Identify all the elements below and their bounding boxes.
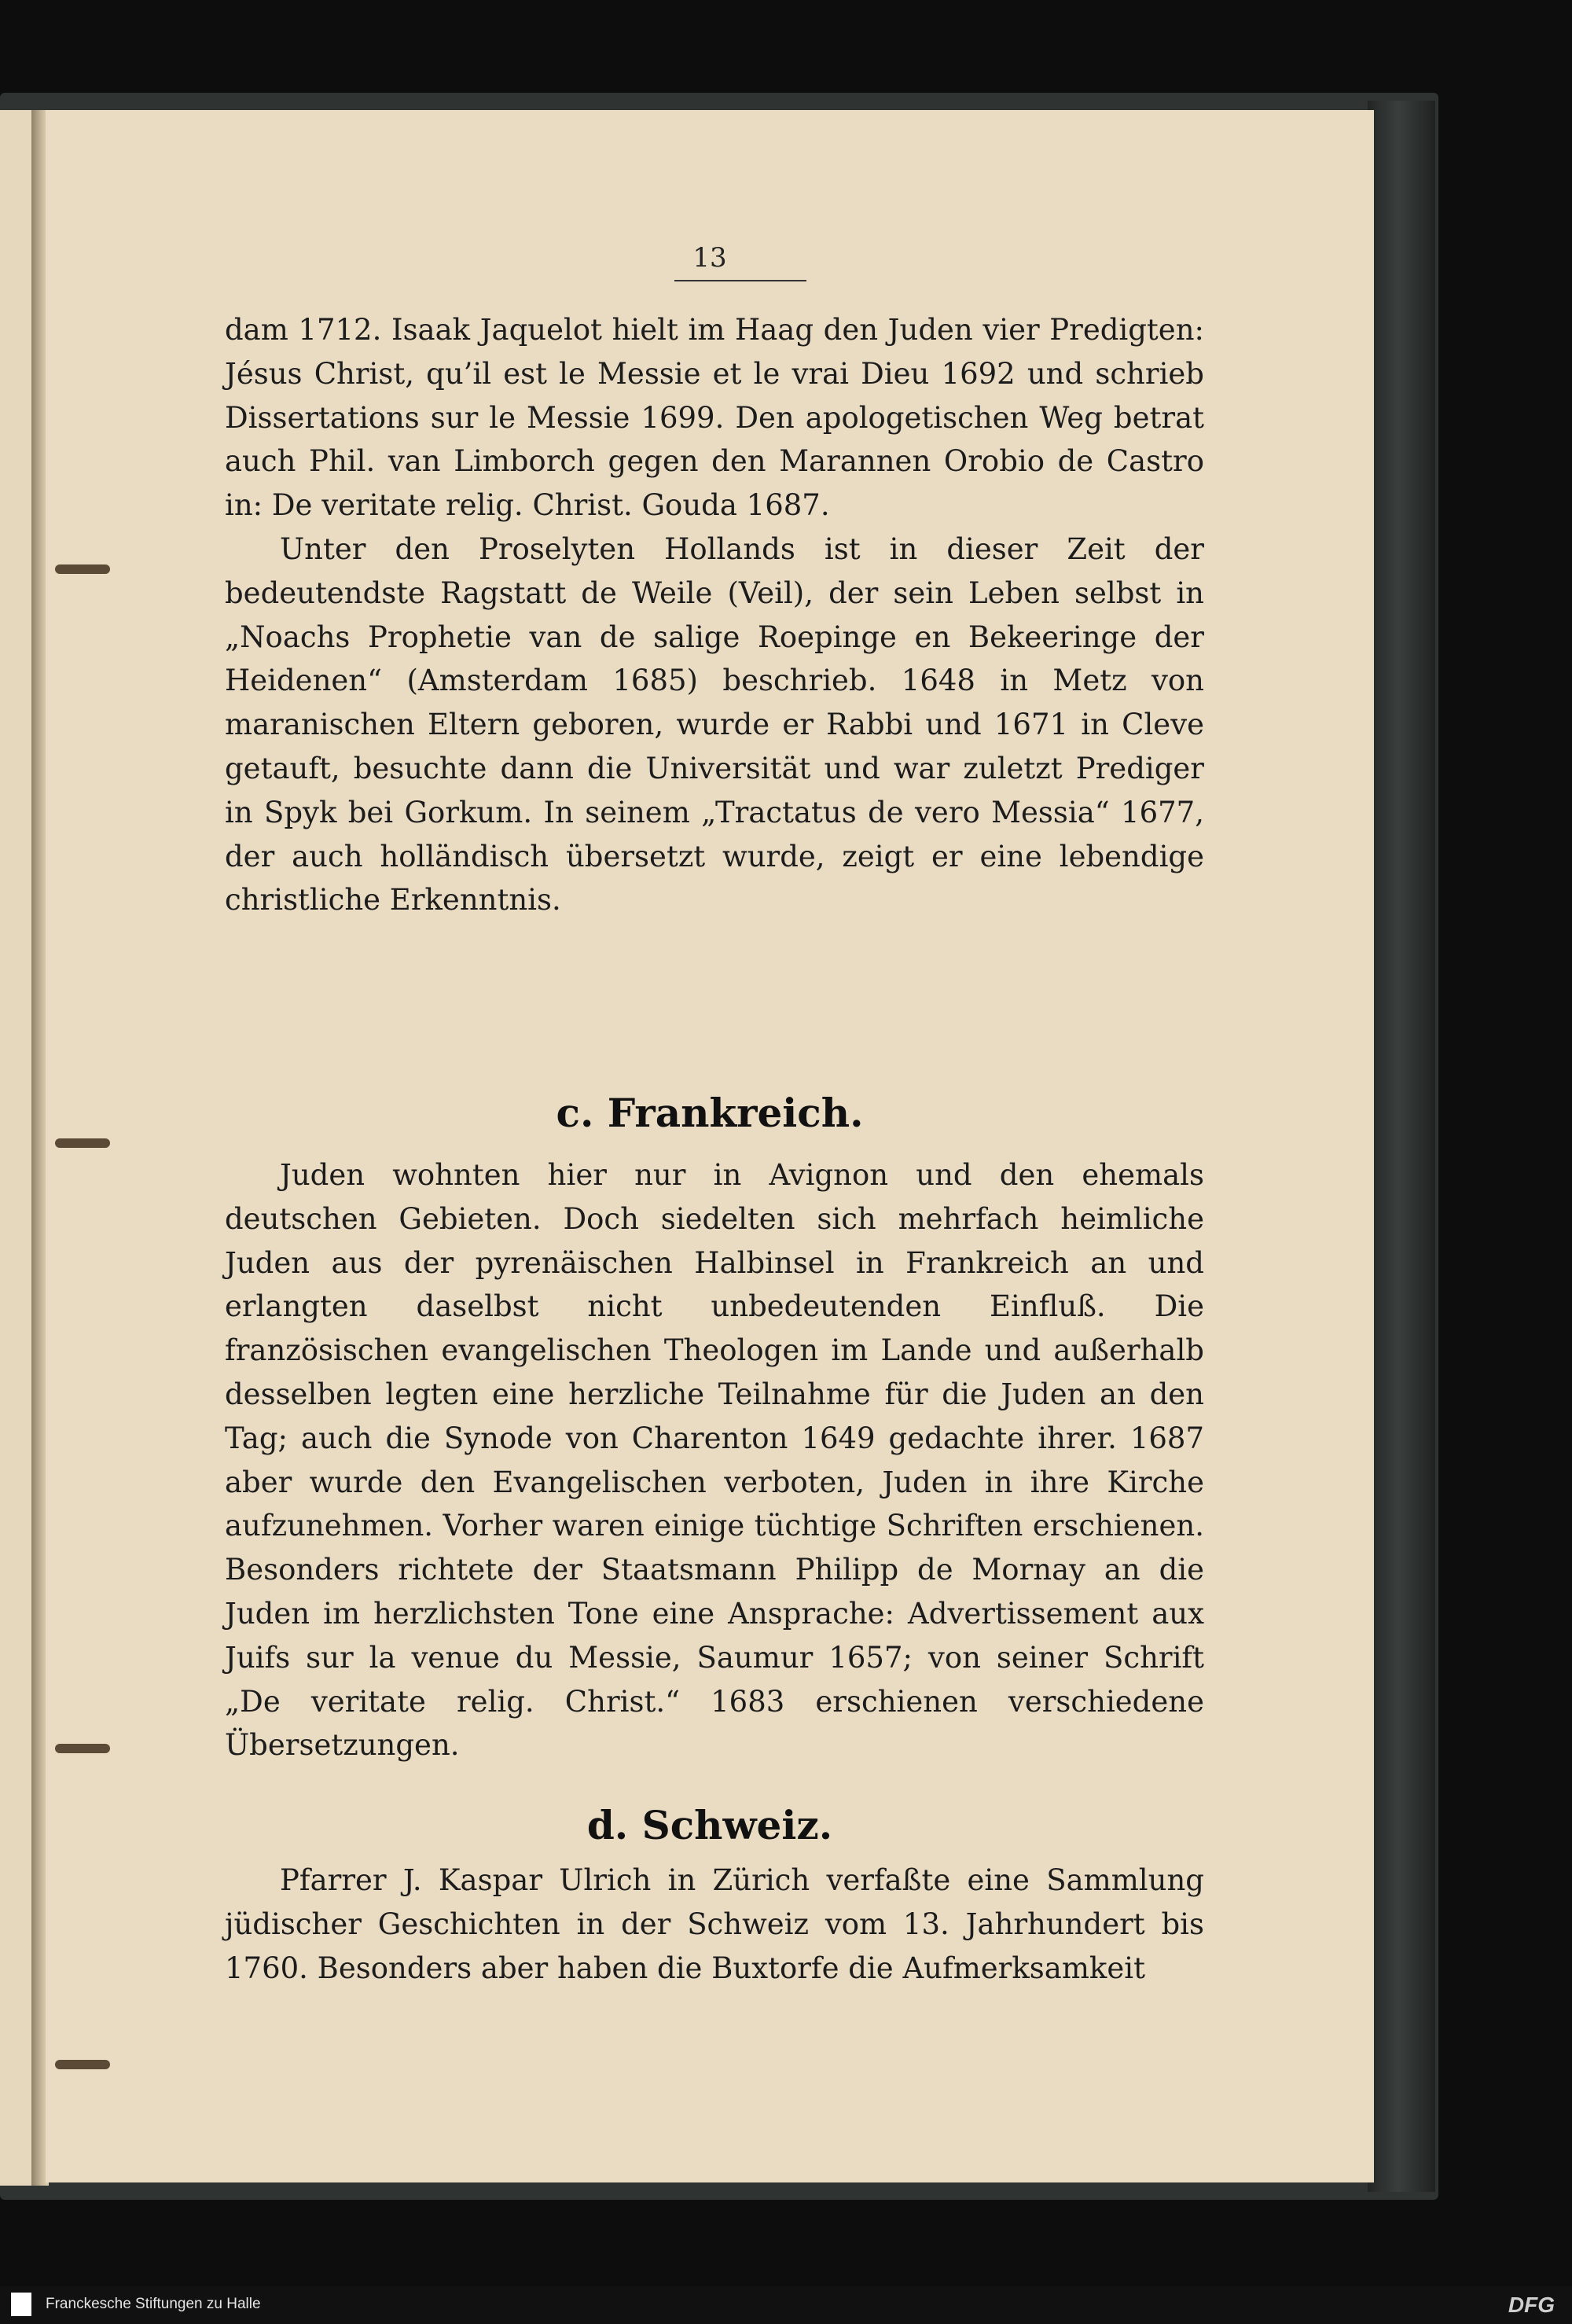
footer-bar: [0, 2286, 1572, 2324]
dfg-logo: DFG: [1508, 2293, 1555, 2317]
institution-logo-icon: [11, 2293, 31, 2316]
binding-thread: [55, 564, 110, 574]
institution-name: Franckesche Stiftungen zu Halle: [46, 2296, 261, 2312]
paragraph: Pfarrer J. Kaspar Ulrich in Zürich verfaßte eine Sammlung jüdischer Geschichten in der Schweiz vom 13. Jahrhundert bis 1760. Besonders aber haben die Buxtorfe die Aufmerksamkeit: [225, 1863, 1204, 1985]
body-section-frankreich: [225, 1153, 1204, 1767]
scanned-page: [46, 110, 1374, 2182]
body-section-holland: [225, 308, 1204, 922]
paragraph: dam 1712. Isaak Jaquelot hielt im Haag den Juden vier Predigten: Jésus Christ, qu’il est le Messie et le vrai Dieu 1692 und schrieb Dissertations sur le Messie 1699. Den apologetischen Weg betrat auch Phil. van Limborch gegen den Marannen Orobio de Castro in: De veritate relig. Christ. Gouda 1687.: [225, 313, 1204, 523]
binding-thread: [55, 2060, 110, 2069]
book-cover-edge: [1368, 101, 1435, 2192]
binding-thread: [55, 1744, 110, 1753]
binding-thread: [55, 1138, 110, 1148]
left-page-edge: [0, 110, 35, 2186]
page-number: 13: [692, 242, 727, 274]
body-section-schweiz: [225, 1859, 1204, 1990]
section-heading-frankreich: c. Frankreich.: [556, 1090, 864, 1136]
section-heading-schweiz: d. Schweiz.: [586, 1802, 833, 1848]
paragraph: Unter den Proselyten Hollands ist in dieser Zeit der bedeutendste Ragstatt de Weile (Veil), der sein Leben selbst in „Noachs Prophetie van de salige Roepinge en Bekeeringe der Heidenen“ (Amsterdam 1685) beschrieb. 1648 in Metz von maranischen Eltern geboren, wurde er Rabbi und 1671 in Cleve getauft, besuchte dann die Universität und war zuletzt Prediger in Spyk bei Gorkum. In seinem „Tractatus de vero Messia“ 1677, der auch holländisch übersetzt wurde, zeigt er eine lebendige christliche Erkenntnis.: [225, 531, 1204, 917]
header-rule: [674, 280, 806, 281]
paragraph: Juden wohnten hier nur in Avignon und den ehemals deutschen Gebieten. Doch siedelten sich mehrfach heimliche Juden aus der pyrenäischen Halbinsel in Frankreich an und erlangten daselbst nicht unbedeutenden Einfluß. Die französischen evangelischen Theologen im Lande und außerhalb desselben legten eine herzliche Teilnahme für die Juden an den Tag; auch die Synode von Charenton 1649 gedachte ihrer. 1687 aber wurde den Evangelischen verboten, Juden in ihre Kirche aufzunehmen. Vorher waren einige tüchtige Schriften erschienen. Besonders richtete der Staatsmann Philipp de Mornay an die Juden im herzlichsten Tone eine Ansprache: Advertissement aux Juifs sur la venue du Messie, Saumur 1657; von seiner Schrift „De veritate relig. Christ.“ 1683 erschienen verschiedene Übersetzungen.: [225, 1158, 1204, 1763]
